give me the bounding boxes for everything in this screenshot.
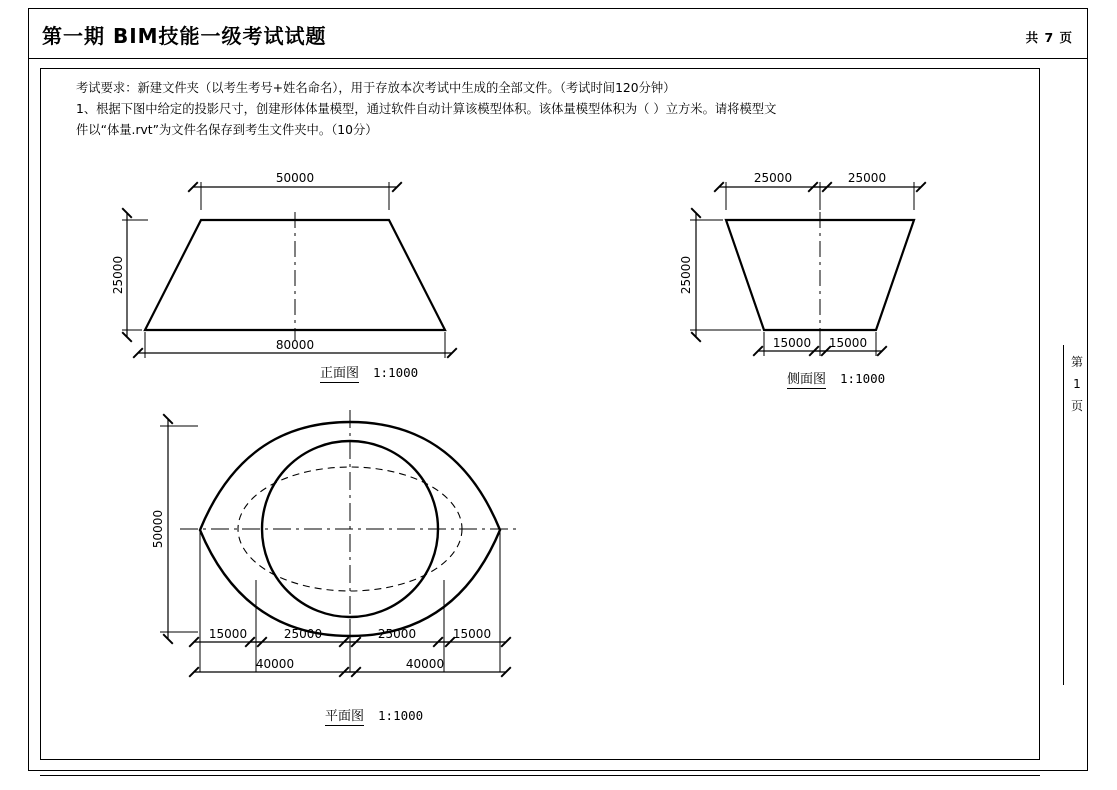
- svg-text:25000: 25000: [847, 171, 887, 185]
- plan-view-caption: [325, 705, 423, 724]
- side-view-scale: 1:1000: [840, 371, 886, 386]
- side-marker-char-1: 第: [1070, 355, 1083, 369]
- side-view-caption-text: 侧面图: [787, 372, 827, 387]
- svg-text:25000: 25000: [679, 255, 693, 295]
- svg-text:40000: 40000: [405, 657, 445, 671]
- front-view-drawing: [111, 160, 530, 390]
- svg-text:80000: 80000: [275, 338, 315, 352]
- svg-text:50000: 50000: [275, 171, 315, 185]
- svg-text:40000: 40000: [255, 657, 295, 671]
- svg-text:15000: 15000: [772, 336, 812, 350]
- exam-instructions: [76, 78, 1016, 141]
- plan-view-scale: 1:1000: [378, 708, 424, 723]
- svg-text:25000: 25000: [753, 171, 793, 185]
- footer-divider: [40, 775, 1040, 776]
- instruction-line-2: 1、根据下图中给定的投影尺寸，创建形体体量模型，通过软件自动计算该模型体积。该体量模型体积为（ ）立方米。请将模型文: [76, 102, 777, 116]
- svg-text:15000: 15000: [208, 627, 248, 641]
- side-view-caption: [787, 368, 885, 387]
- svg-text:15000: 15000: [828, 336, 868, 350]
- front-view-caption: [320, 362, 418, 381]
- front-view-scale: 1:1000: [373, 365, 419, 380]
- side-page-marker: [1063, 345, 1087, 685]
- side-view-drawing: [679, 160, 970, 390]
- header-divider: [28, 58, 1088, 59]
- svg-text:25000: 25000: [377, 627, 417, 641]
- instruction-line-3: 件以“体量.rvt”为文件名保存到考生文件夹中。（10分）: [76, 123, 378, 137]
- svg-text:50000: 50000: [151, 509, 165, 549]
- page-total-label: 共 7 页: [1025, 30, 1073, 45]
- instruction-line-1: 考试要求：新建文件夹（以考生考号+姓名命名），用于存放本次考试中生成的全部文件。（考试时间120分钟）: [76, 81, 676, 95]
- front-view-caption-text: 正面图: [320, 366, 360, 381]
- plan-view-caption-text: 平面图: [325, 709, 365, 724]
- side-marker-char-3: 页: [1070, 399, 1083, 413]
- svg-text:25000: 25000: [283, 627, 323, 641]
- svg-text:25000: 25000: [111, 255, 125, 295]
- page-title: 第一期 BIM技能一级考试试题: [42, 24, 327, 48]
- plan-view-drawing: [150, 410, 550, 700]
- svg-text:15000: 15000: [452, 627, 492, 641]
- side-marker-char-2: 1: [1073, 377, 1081, 391]
